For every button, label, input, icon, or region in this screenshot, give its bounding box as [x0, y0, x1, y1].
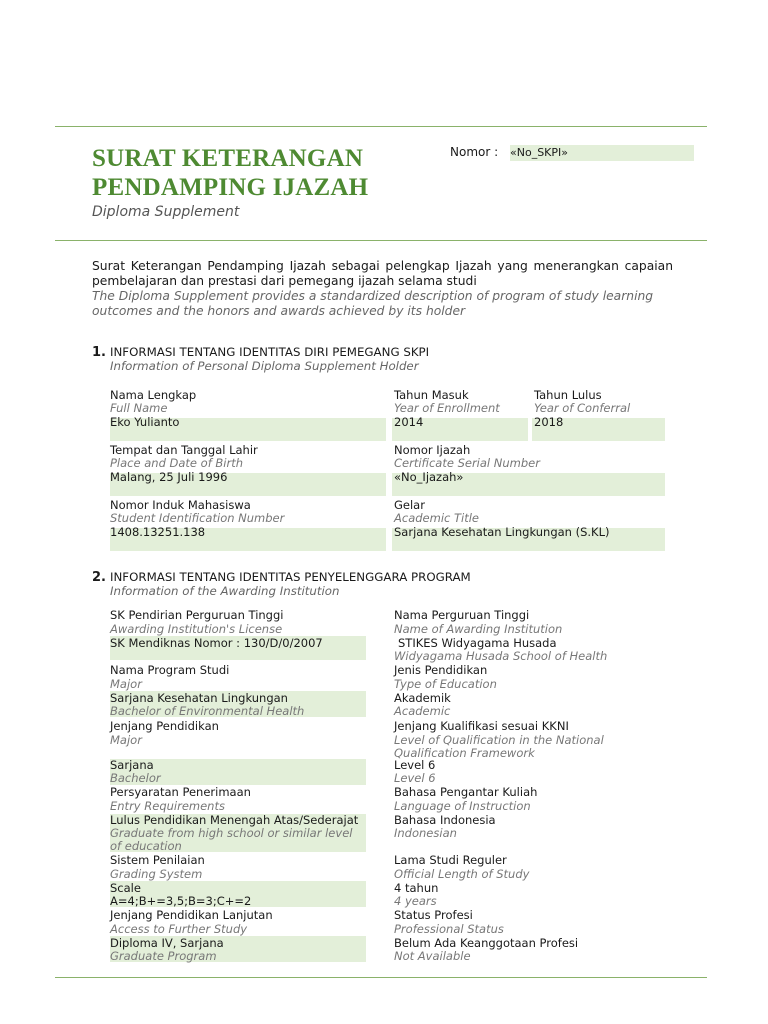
- profesi-value-en: Not Available: [394, 949, 471, 963]
- lama-label-en: Official Length of Study: [394, 867, 530, 881]
- lama-label: Lama Studi Reguler: [394, 853, 507, 867]
- sk-value: SK Mendiknas Nomor : 130/D/0/2007: [110, 636, 323, 650]
- page-subtitle: Diploma Supplement: [92, 204, 240, 220]
- title-line-2: PENDAMPING IJAZAH: [92, 174, 369, 201]
- syarat-value: Lulus Pendidikan Menengah Atas/Sederajat: [110, 813, 359, 827]
- jenjang-label-en: Major: [110, 733, 142, 747]
- lanjutan-label-en: Access to Further Study: [110, 922, 248, 936]
- ttl-label: Tempat dan Tanggal Lahir: [110, 443, 258, 457]
- tahun-masuk-label-en: Year of Enrollment: [394, 401, 500, 415]
- nilai-value-scale: A=4;B+=3,5;B=3;C+=2: [110, 894, 252, 908]
- tahun-lulus-label-en: Year of Conferral: [534, 401, 631, 415]
- bahasa-label-en: Language of Instruction: [394, 799, 531, 813]
- nomor-field: [510, 145, 694, 161]
- nilai-label: Sistem Penilaian: [110, 853, 205, 867]
- ttl-label-en: Place and Date of Birth: [110, 456, 244, 470]
- lanjutan-value-en: Graduate Program: [110, 949, 217, 963]
- jenjang-value: Sarjana: [110, 758, 154, 772]
- nama-value: Eko Yulianto: [110, 415, 180, 429]
- pt-label-en: Name of Awarding Institution: [394, 622, 563, 636]
- nilai-value: Scale: [110, 881, 141, 895]
- bottom-rule: [55, 977, 707, 978]
- lanjutan-value: Diploma IV, Sarjana: [110, 936, 224, 950]
- nomor-ijazah-label-en: Certificate Serial Number: [394, 456, 540, 470]
- tahun-lulus-label: Tahun Lulus: [534, 388, 602, 402]
- section-2-title: INFORMASI TENTANG IDENTITAS PENYELENGGARA PROGRAM: [110, 570, 471, 584]
- section-1-number: 1.: [92, 345, 106, 360]
- syarat-label-en: Entry Requirements: [110, 799, 225, 813]
- title-line-1: SURAT KETERANGAN: [92, 145, 364, 172]
- profesi-label: Status Profesi: [394, 908, 473, 922]
- bahasa-value-en: Indonesian: [394, 826, 457, 840]
- page-title: [92, 144, 422, 202]
- gelar-label: Gelar: [394, 498, 425, 512]
- prodi-label: Nama Program Studi: [110, 663, 230, 677]
- nomor-value: «No_SKPI»: [510, 146, 568, 159]
- ttl-value: Malang, 25 Juli 1996: [110, 470, 228, 484]
- sk-label: SK Pendirian Perguruan Tinggi: [110, 608, 284, 622]
- nim-value: 1408.13251.138: [110, 525, 206, 539]
- lama-value: 4 tahun: [394, 881, 439, 895]
- jenis-label: Jenis Pendidikan: [394, 663, 488, 677]
- gelar-value: Sarjana Kesehatan Lingkungan (S.KL): [394, 525, 610, 539]
- gelar-label-en: Academic Title: [394, 511, 479, 525]
- prodi-value-en: Bachelor of Environmental Health: [110, 704, 305, 718]
- nama-label-en: Full Name: [110, 401, 168, 415]
- kkni-value-en: Level 6: [394, 771, 436, 785]
- sk-label-en: Awarding Institution's License: [110, 622, 283, 636]
- jenjang-label: Jenjang Pendidikan: [110, 719, 219, 733]
- kkni-value: Level 6: [394, 758, 436, 772]
- jenis-value: Akademik: [394, 691, 451, 705]
- intro-text: Surat Keterangan Pendamping Ijazah sebagai pelengkap Ijazah yang menerangkan capaian pembelajaran dan prestasi dari pemegang ijazah selama studi: [92, 259, 673, 288]
- bahasa-label: Bahasa Pengantar Kuliah: [394, 785, 538, 799]
- intro-text-en: The Diploma Supplement provides a standardized description of program of study learning outcomes and the honors and awards achieved by its holder: [92, 289, 654, 318]
- nomor-ijazah-value: «No_Ijazah»: [394, 470, 464, 484]
- top-rule: [55, 126, 707, 127]
- tahun-masuk-label: Tahun Masuk: [394, 388, 469, 402]
- jenis-value-en: Academic: [394, 704, 451, 718]
- pt-value-en: Widyagama Husada School of Health: [394, 649, 608, 663]
- header-bottom-rule: [55, 240, 707, 241]
- section-1-title: INFORMASI TENTANG IDENTITAS DIRI PEMEGANG SKPI: [110, 345, 430, 359]
- nim-label: Nomor Induk Mahasiswa: [110, 498, 251, 512]
- nilai-label-en: Grading System: [110, 867, 203, 881]
- kkni-label: Jenjang Kualifikasi sesuai KKNI: [394, 719, 569, 733]
- section-2-subtitle: Information of the Awarding Institution: [110, 584, 340, 598]
- syarat-label: Persyaratan Penerimaan: [110, 785, 251, 799]
- prodi-label-en: Major: [110, 677, 142, 691]
- pt-label: Nama Perguruan Tinggi: [394, 608, 530, 622]
- prodi-value: Sarjana Kesehatan Lingkungan: [110, 691, 288, 705]
- tahun-masuk-value: 2014: [394, 415, 424, 429]
- section-1-subtitle: Information of Personal Diploma Supplement Holder: [110, 359, 419, 373]
- nim-label-en: Student Identification Number: [110, 511, 285, 525]
- bahasa-value: Bahasa Indonesia: [394, 813, 496, 827]
- nomor-label: Nomor :: [450, 145, 499, 159]
- lama-value-en: 4 years: [394, 894, 437, 908]
- jenis-label-en: Type of Education: [394, 677, 497, 691]
- lanjutan-label: Jenjang Pendidikan Lanjutan: [110, 908, 273, 922]
- jenjang-value-en: Bachelor: [110, 771, 161, 785]
- syarat-value-en: Graduate from high school or similar level of education: [110, 826, 353, 853]
- section-2-number: 2.: [92, 570, 106, 585]
- nomor-ijazah-label: Nomor Ijazah: [394, 443, 471, 457]
- tahun-lulus-value: 2018: [534, 415, 564, 429]
- profesi-label-en: Professional Status: [394, 922, 504, 936]
- kkni-label-en: Level of Qualification in the National Qualification Framework: [394, 733, 604, 760]
- nama-label: Nama Lengkap: [110, 388, 197, 402]
- pt-value: STIKES Widyagama Husada: [398, 636, 557, 650]
- profesi-value: Belum Ada Keanggotaan Profesi: [394, 936, 579, 950]
